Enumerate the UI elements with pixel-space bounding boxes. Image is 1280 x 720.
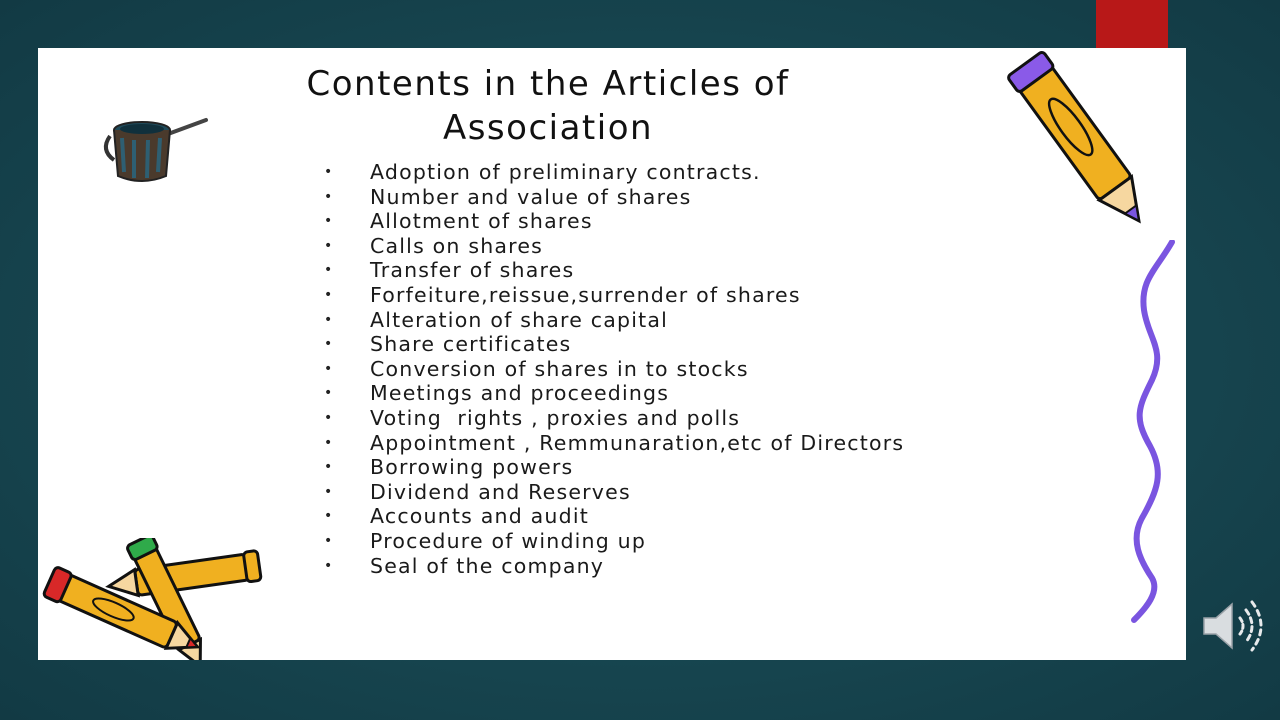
list-item: • Procedure of winding up — [324, 529, 904, 554]
list-item: • Alteration of share capital — [324, 308, 904, 333]
contents-bullet-list — [324, 160, 904, 578]
list-item: • Accounts and audit — [324, 504, 904, 529]
list-item: • Seal of the company — [324, 554, 904, 579]
list-item: • Allotment of shares — [324, 209, 904, 234]
list-item: • Transfer of shares — [324, 258, 904, 283]
list-item: • Number and value of shares — [324, 185, 904, 210]
list-item: • Borrowing powers — [324, 455, 904, 480]
slide-content-area — [38, 48, 1186, 660]
list-item: • Voting rights , proxies and polls — [324, 406, 904, 431]
list-item: • Adoption of preliminary contracts. — [324, 160, 904, 185]
list-item: • Dividend and Reserves — [324, 480, 904, 505]
list-item: • Share certificates — [324, 332, 904, 357]
list-item: • Conversion of shares in to stocks — [324, 357, 904, 382]
list-item: • Appointment , Remmunaration,etc of Directors — [324, 431, 904, 456]
list-item: • Forfeiture,reissue,surrender of shares — [324, 283, 904, 308]
crossed-pencils-icon — [40, 538, 266, 660]
pencil-icon — [1004, 50, 1168, 246]
slide-title-line-1: Contents in the Articles of — [306, 64, 790, 104]
red-accent-tab — [1096, 0, 1168, 48]
list-item: • Meetings and proceedings — [324, 381, 904, 406]
speaker-icon[interactable] — [1198, 596, 1266, 656]
list-item: • Calls on shares — [324, 234, 904, 259]
pencil-cup-icon — [98, 114, 210, 188]
squiggle-line-icon — [1126, 240, 1182, 624]
slide-title-line-2: Association — [442, 108, 654, 148]
